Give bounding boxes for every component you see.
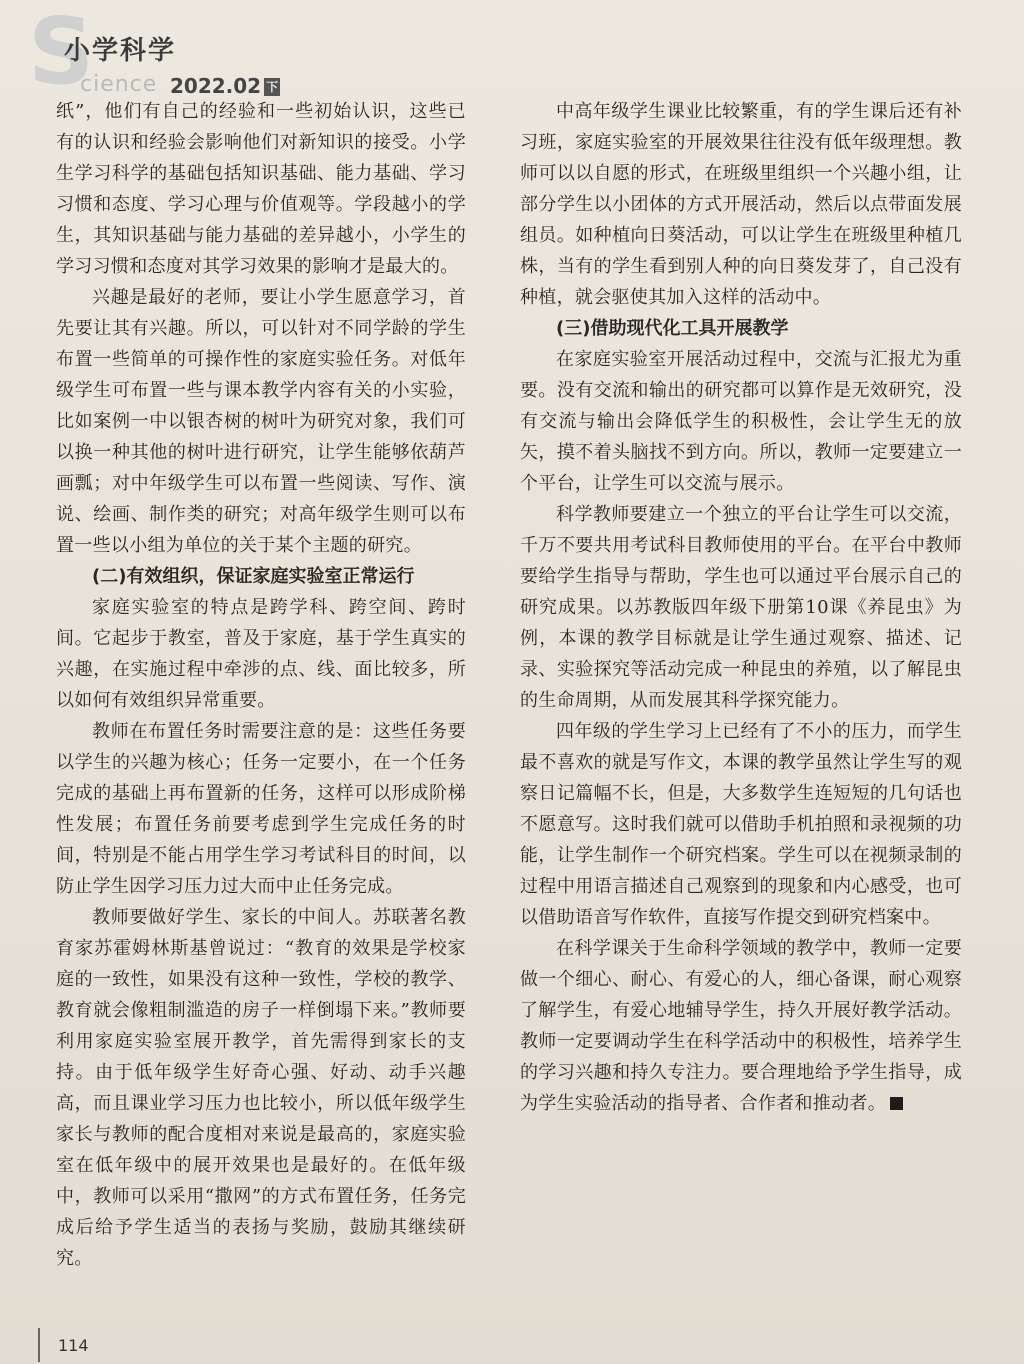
- page-number: 114: [58, 1336, 89, 1355]
- paragraph-text: 在科学课关于生命科学领域的教学中，教师一定要做一个细心、耐心、有爱心的人，细心备课，耐心观察了解学生，有爱心地辅导学生，持久开展好教学活动。教师一定要调动学生在科学活动中的积极性，培养学生的学习兴趣和持久专注力。要合理地给予学生指导，成为学生实验活动的指导者、合作者和推动者。: [520, 938, 962, 1114]
- paragraph: 兴趣是最好的老师，要让小学生愿意学习，首先要让其有兴趣。所以，可以针对不同学龄的学生布置一些简单的可操作性的家庭实验任务。对低年级学生可布置一些与课本教学内容有关的小实验，比如案例一中以银杏树的树叶为研究对象，我们可以换一种其他的树叶进行研究，让学生能够依葫芦画瓢；对中年级学生可以布置一些阅读、写作、演说、绘画、制作类的研究；对高年级学生则可以布置一些以小组为单位的关于某个主题的研究。: [56, 287, 466, 556]
- issue-number: [170, 74, 280, 98]
- masthead-science-word: cience: [80, 72, 158, 97]
- paragraph: 中高年级学生课业比较繁重，有的学生课后还有补习班，家庭实验室的开展效果往往没有低年级理想。教师可以以自愿的形式，在班级里组织一个兴趣小组，让部分学生以小团体的方式开展活动，然后以点带面发展组员。如种植向日葵活动，可以让学生在班级里种植几株，当有的学生看到别人种的向日葵发芽了，自己没有种植，就会驱使其加入这样的活动中。: [520, 101, 962, 308]
- paragraph: 纸”，他们有自己的经验和一些初始认识，这些已有的认识和经验会影响他们对新知识的接受。小学生学习科学的基础包括知识基础、能力基础、学习习惯和态度、学习心理与价值观等。学段越小的学生，其知识基础与能力基础的差异越小，小学生的学习习惯和态度对其学习效果的影响才是最大的。: [56, 101, 466, 277]
- journal-masthead: [22, 0, 322, 105]
- paragraph: 教师在布置任务时需要注意的是：这些任务要以学生的兴趣为核心；任务一定要小，在一个任务完成的基础上再布置新的任务，这样可以形成阶梯性发展；布置任务前要考虑到学生完成任务的时间，特别是不能占用学生学习考试科目的时间，以防止学生因学习压力过大而中止任务完成。: [56, 721, 466, 897]
- page-number-rule: [38, 1328, 40, 1362]
- paragraph: 教师要做好学生、家长的中间人。苏联著名教育家苏霍姆林斯基曾说过：“教育的效果是学校家庭的一致性，如果没有这种一致性，学校的教学、教育就会像粗制滥造的房子一样倒塌下来。”教师要利用家庭实验室展开教学，首先需得到家长的支持。由于低年级学生好奇心强、好动、动手兴趣高，而且课业学习压力也比较小，所以低年级学生家长与教师的配合度相对来说是最高的，家庭实验室在低年级中的展开效果也是最好的。在低年级中，教师可以采用“撒网”的方式布置任务，任务完成后给予学生适当的表扬与奖励，鼓励其继续研究。: [56, 907, 466, 1269]
- section-heading: (二)有效组织，保证家庭实验室正常运行: [92, 566, 415, 587]
- masthead-big-letter: S: [28, 0, 95, 105]
- article-end-mark: [890, 1097, 903, 1110]
- issue-date: 2022.02: [170, 74, 262, 98]
- paragraph-last: [520, 933, 962, 1119]
- paragraph: 四年级的学生学习上已经有了不小的压力，而学生最不喜欢的就是写作文，本课的教学虽然让学生写的观察日记篇幅不长，但是，大多数学生连短短的几句话也不愿意写。这时我们就可以借助手机拍照和录视频的功能，让学生制作一个研究档案。学生可以在视频录制的过程中用语言描述自己观察到的现象和内心感受，也可以借助语音写作软件，直接写作提交到研究档案中。: [520, 721, 962, 928]
- paragraph: 在家庭实验室开展活动过程中，交流与汇报尤为重要。没有交流和输出的研究都可以算作是无效研究，没有交流与输出会降低学生的积极性，会让学生无的放矢，摸不着头脑找不到方向。所以，教师一定要建立一个平台，让学生可以交流与展示。: [520, 349, 962, 494]
- left-column: [56, 96, 466, 1274]
- journal-title: 小学科学: [64, 36, 177, 66]
- paragraph: 科学教师要建立一个独立的平台让学生可以交流，千万不要共用考试科目教师使用的平台。在平台中教师要给学生指导与帮助，学生也可以通过平台展示自己的研究成果。以苏教版四年级下册第10课《养昆虫》为例，本课的教学目标就是让学生通过观察、描述、记录、实验探究等活动完成一种昆虫的养殖，以了解昆虫的生命周期，从而发展其科学探究能力。: [520, 504, 962, 711]
- paragraph: 家庭实验室的特点是跨学科、跨空间、跨时间。它起步于教室，普及于家庭，基于学生真实的兴趣，在实施过程中牵涉的点、线、面比较多，所以如何有效组织异常重要。: [56, 597, 466, 711]
- section-heading: (三)借助现代化工具开展教学: [556, 318, 789, 339]
- issue-half-mark: 下: [266, 80, 279, 94]
- right-column: [520, 96, 962, 1119]
